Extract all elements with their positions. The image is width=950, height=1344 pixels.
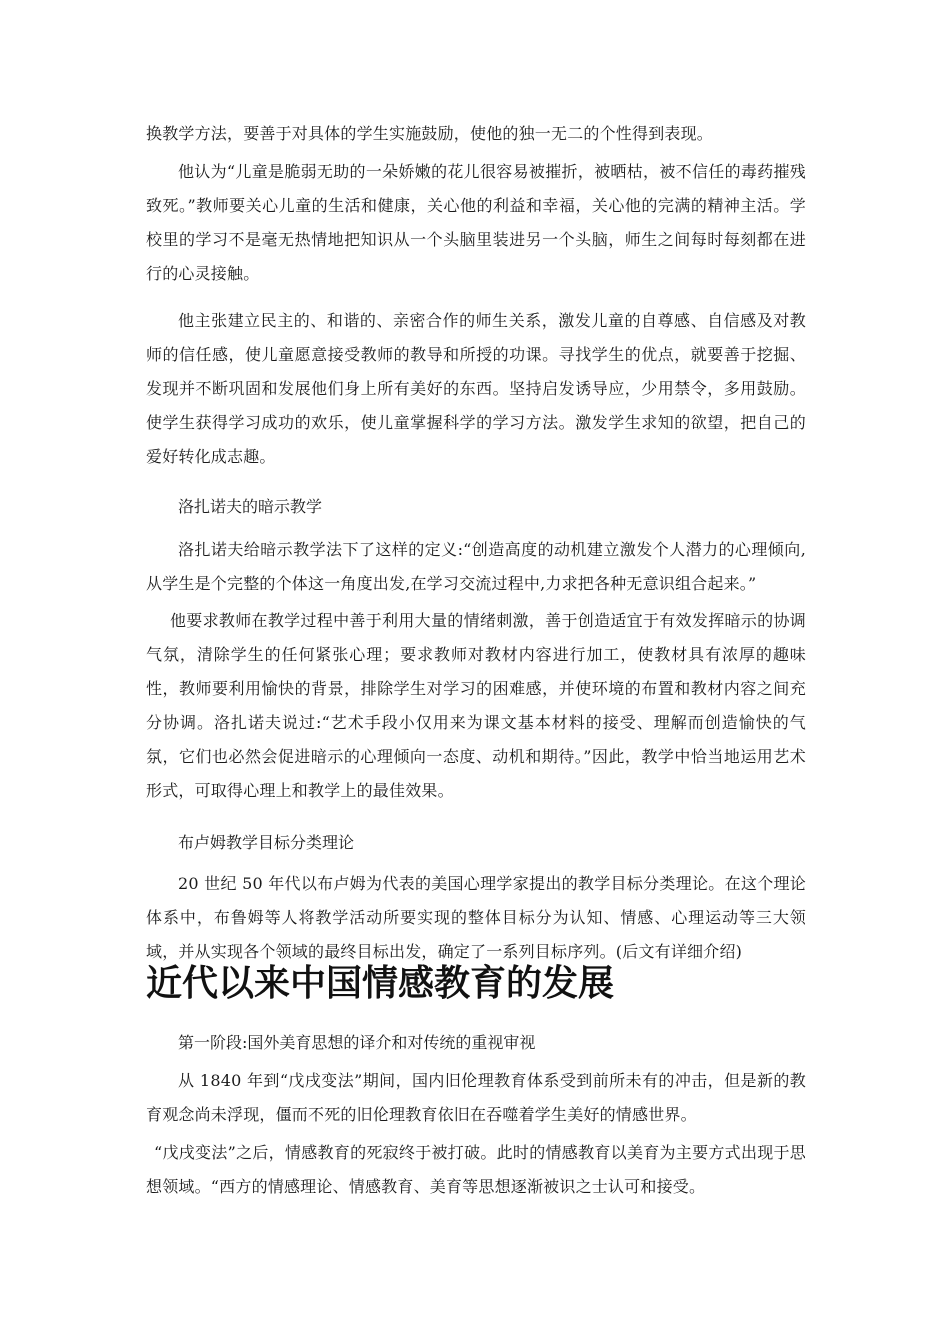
section-heading-bloom: 布卢姆教学目标分类理论	[178, 833, 355, 852]
paragraph-3: 他主张建立民主的、和谐的、亲密合作的师生关系，激发儿童的自尊感、自信感及对教师的信任感，使儿童愿意接受教师的教导和所授的功课。寻找学生的优点，就要善于挖掘、发现并不断巩固和发展他们身上所有美好的东西。坚持启发诱导应，少用禁令，多用鼓励。使学生获得学习成功的欢乐，使儿童掌握科学的学习方法。激发学生求知的欲望，把自己的爱好转化成志趣。	[146, 311, 806, 466]
paragraph-6: 20 世纪 50 年代以布卢姆为代表的美国心理学家提出的教学目标分类理论。在这个理论体系中，布鲁姆等人将教学活动所要实现的整体目标分为认知、情感、心理运动等三大领域，并从实现各个领域的最终目标出发，确定了一系列目标序列。(后文有详细介绍)	[146, 874, 806, 961]
paragraph-7: 从 1840 年到“戊戌变法”期间，国内旧伦理教育体系受到前所未有的冲击，但是新的教育观念尚未浮现，僵而不死的旧伦理教育依旧在吞噬着学生美好的情感世界。	[146, 1071, 806, 1124]
paragraph-1: 换教学方法，要善于对具体的学生实施鼓励，使他的独一无二的个性得到表现。	[146, 124, 714, 143]
paragraph-5: 他要求教师在教学过程中善于利用大量的情绪刺激，善于创造适宜于有效发挥暗示的协调气氛，清除学生的任何紧张心理；要求教师对教材内容进行加工，使教材具有浓厚的趣味性，教师要利用愉快的背景，排除学生对学习的困难感，并使环境的布置和教材内容之间充分协调。洛扎诺夫说过:“艺术手段小仅用来为课文基本材料的接受、理解而创造愉快的气氛，它们也必然会促进暗示的心理倾向一态度、动机和期待。”因此，教学中恰当地运用艺术形式，可取得心理上和教学上的最佳效果。	[146, 611, 806, 800]
paragraph-8: “戊戌变法”之后，情感教育的死寂终于被打破。此时的情感教育以美育为主要方式出现于思想领域。“西方的情感理论、情感教育、美育等思想逐渐被识之士认可和接受。	[146, 1143, 806, 1196]
section-heading-lozanov: 洛扎诺夫的暗示教学	[178, 497, 323, 516]
paragraph-4: 洛扎诺夫给暗示教学法下了这样的定义:“创造高度的动机建立激发个人潜力的心理倾向,从学生是个完整的个体这一角度出发,在学习交流过程中,力求把各种无意识组合起来。”	[146, 540, 806, 593]
paragraph-2: 他认为“儿童是脆弱无助的一朵娇嫩的花儿很容易被摧折，被晒枯，被不信任的毒药摧残致死。”教师要关心儿童的生活和健康，关心他的利益和幸福，关心他的完满的精神主活。学校里的学习不是毫无热情地把知识从一个头脑里装进另一个头脑，师生之间每时每刻都在进行的心灵接触。	[146, 162, 806, 283]
section-heading-stage1: 第一阶段:国外美育思想的译介和对传统的重视审视	[178, 1033, 536, 1052]
main-heading: 近代以来中国情感教育的发展	[146, 963, 615, 1004]
